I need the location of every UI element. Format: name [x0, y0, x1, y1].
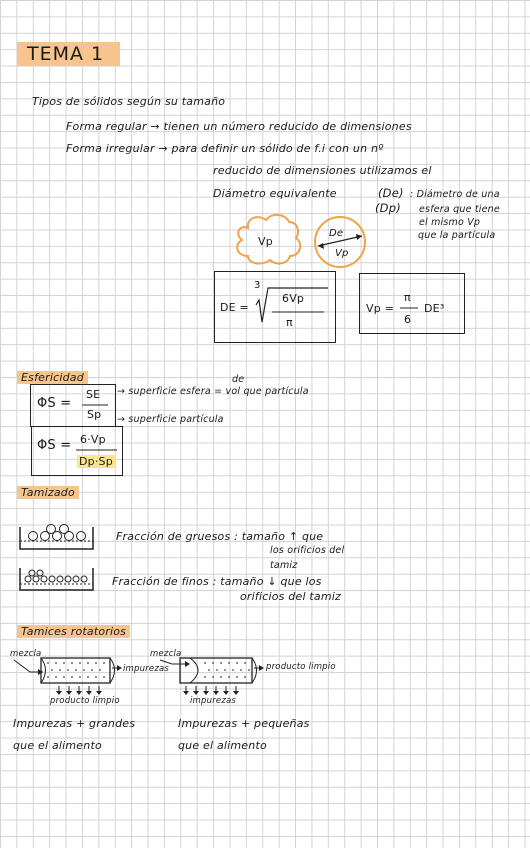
esf-f1-num: SE	[86, 388, 101, 401]
diametro-equivalente-label: Diámetro equivalente	[213, 187, 337, 200]
de-symbol: (De)	[378, 186, 404, 200]
blob-vp-label: Vp	[258, 235, 273, 248]
d1-mezcla-label: mezcla	[10, 649, 42, 659]
caption-1-line-2: que el alimento	[13, 739, 102, 752]
caption-2-line-2: que el alimento	[178, 739, 267, 752]
caption-2-line-1: Impurezas + pequeñas	[178, 717, 310, 730]
de-desc-1: : Diámetro de una	[410, 189, 500, 200]
gruesos-text-3: tamiz	[270, 560, 298, 571]
finos-text-1: Fracción de finos : tamaño ↓ que los	[112, 575, 322, 588]
d2-mezcla-label: mezcla	[150, 649, 182, 659]
esf-f1-lhs: ΦS =	[37, 396, 72, 411]
de-desc-2: esfera que tiene	[419, 204, 500, 215]
esf-arrow1-text: → superficie esfera = vol que partícula	[117, 386, 309, 397]
vp-formula-lhs: Vp =	[366, 302, 395, 315]
esf-f2-num: 6·Vp	[80, 433, 106, 446]
forma-regular-text: Forma regular → tienen un número reducido de dimensiones	[66, 120, 412, 133]
finos-text-2: orificios del tamiz	[240, 590, 342, 603]
esf-f1-den: Sp	[87, 408, 102, 421]
gruesos-text-2: los orificios del	[270, 545, 345, 556]
dp-symbol: (Dp)	[375, 201, 401, 215]
root-denominator: π	[286, 316, 293, 329]
gruesos-text-1: Fracción de gruesos : tamaño ↑ que	[116, 530, 324, 543]
circle-de-label: De	[329, 228, 344, 239]
d1-impurezas-label: impurezas	[123, 664, 170, 674]
de-desc-4: que la partícula	[418, 230, 496, 241]
d2-producto-label: producto limpio	[266, 662, 336, 672]
intro-heading: Tipos de sólidos según su tamaño	[32, 95, 226, 108]
vp-denominator: 6	[404, 313, 412, 326]
root-numerator: 6Vp	[282, 292, 305, 305]
vp-rhs: DE³	[424, 302, 445, 315]
tamices-rotatorios-heading: Tamices rotatorios	[17, 625, 130, 638]
page-title: TEMA 1	[17, 42, 120, 66]
de-desc-3: el mismo Vp	[419, 217, 481, 228]
d1-producto-label: producto limpio	[50, 696, 120, 706]
root-index: 3	[254, 280, 261, 291]
caption-1-line-1: Impurezas + grandes	[13, 717, 136, 730]
forma-irregular-text-2: reducido de dimensiones utilizamos el	[213, 164, 432, 177]
circle-vp-label: Vp	[335, 248, 349, 259]
esf-arrow1-de: de	[232, 374, 245, 385]
esfericidad-heading: Esfericidad	[17, 371, 88, 384]
vp-numerator: π	[404, 291, 411, 304]
de-formula-lhs: DE =	[220, 301, 249, 314]
d2-impurezas-label: impurezas	[190, 696, 237, 706]
tamizado-heading: Tamizado	[17, 486, 79, 499]
esf-f2-den: Dp·Sp	[79, 455, 113, 468]
esf-f2-lhs: ΦS =	[37, 438, 72, 453]
esf-arrow2-text: → superficie partícula	[117, 414, 224, 425]
forma-irregular-text-1: Forma irregular → para definir un sólido de f.i con un nº	[66, 142, 384, 155]
